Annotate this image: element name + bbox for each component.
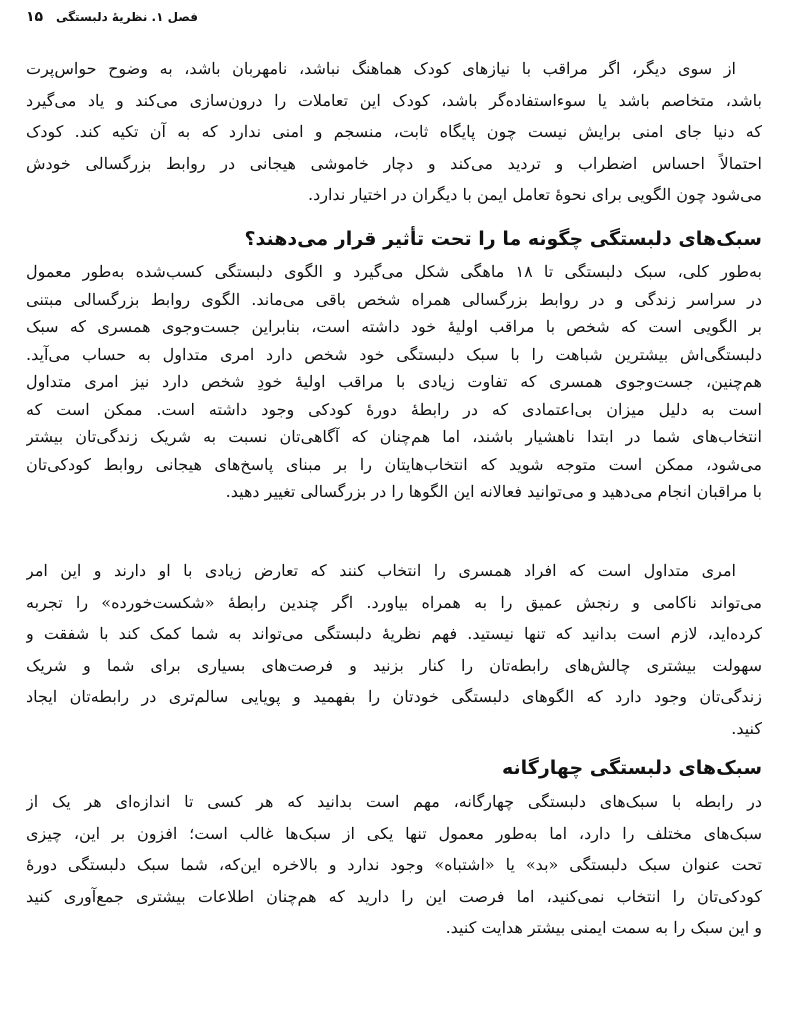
text-line: امری متداول است که افراد همسری را انتخاب کنند که تعارض زیادی با او دارند و این امر xyxy=(26,561,736,580)
text-line: در رابطه با سبک‌های دلبستگی چهارگانه، مهم است بدانید که هر کسی تا اندازه‌ای هر یک از xyxy=(26,792,762,811)
section-heading: سبک‌های دلبستگی چهارگانه xyxy=(502,757,762,779)
text-line: در سراسر زندگی و در روابط بزرگسالی همراه شخص باقی می‌ماند. الگوی روابط بزرگسالی مبتنی xyxy=(26,289,762,309)
section-heading: سبک‌های دلبستگی چگونه ما را تحت تأثیر قرار می‌دهند؟ xyxy=(244,228,762,250)
text-line: به‌طور کلی، سبک دلبستگی تا ۱۸ ماهگی شکل می‌گیرد و الگوی دلبستگی کسب‌شده به‌طور معمول xyxy=(26,262,762,281)
text-line: کنید. xyxy=(731,718,762,738)
text-line: از سوی دیگر، اگر مراقب با نیازهای کودک هماهنگ نباشد، نامهربان باشد، به وضوح حواس‌پرت xyxy=(26,59,736,78)
paragraph-1 xyxy=(26,53,762,211)
text-line: سهولت بیشتری چالش‌های رابطه‌تان را کنار بزنید و فرصت‌های بسیاری برای شما و شریک xyxy=(26,655,762,675)
text-line: هم‌چنین، جست‌وجوی همسری که تفاوت زیادی با مراقب اولیهٔ خودِ شخص دارد نیز امری متداول xyxy=(26,372,762,391)
text-line: می‌تواند ناکامی و رنجش عمیق را به همراه بیاورد. اگر چندین رابطهٔ «شکست‌خورده» را تجربه xyxy=(26,592,762,612)
text-line: سبک‌های مختلف را دارد، اما به‌طور معمول تنها یکی از سبک‌ها غالب است؛ افزون بر این، چیزی xyxy=(26,823,762,843)
text-line: زندگی‌تان وجود دارد که الگوهای دلبستگی خودتان را بفهمید و پویایی سالم‌تری در رابطه‌تان ایجاد xyxy=(26,687,762,706)
text-line: دلبستگی‌اش بیشترین شباهت را با سبک دلبستگی خود شخص دارد امری متداول به حساب می‌آید. xyxy=(26,344,762,364)
text-line: بر الگویی است که شخص با مراقب اولیهٔ خود داشته است، بنابراین جست‌وجوی همسری که سبک xyxy=(26,317,762,336)
text-line: تحت عنوان سبک دلبستگی «بد» یا «اشتباه» وجود ندارد و بالاخره این‌که، شما سبک دلبستگی دورهٔ xyxy=(26,855,762,874)
text-line: کودکی‌تان را انتخاب نمی‌کنید، اما فرصت این را دارید که هم‌چنان اطلاعات بیشتری جمع‌آوری کنید xyxy=(26,886,762,906)
paragraph-4 xyxy=(26,786,762,944)
text-line: باشد، متخاصم باشد یا سوءاستفاده‌گر باشد، کودک این تعاملات را درون‌سازی می‌کند و یاد می‌گیرد xyxy=(26,90,762,110)
text-line: که دنیا جای امنی برایش نیست چون پایگاه ثابت، منسجم و امنی ندارد که به آن تکیه کند. کودک xyxy=(26,122,762,141)
chapter-title: فصل ۱. نظریهٔ دلبستگی xyxy=(55,10,198,24)
text-line: است به دلیل میزان بی‌اعتمادی که در رابطهٔ دورهٔ کودکی وجود داشته است. ممکن است که xyxy=(26,399,762,419)
text-line: با مراقبان انجام می‌دهید و می‌توانید فعالانه این الگوها را در بزرگسالی تغییر دهید. xyxy=(225,482,762,501)
text-line: و این سبک را به سمت ایمنی بیشتر هدایت کنید. xyxy=(445,918,762,937)
text-line: احتمالاً احساس اضطراب و تردید می‌کند و دچار خاموشی هیجانی در روابط بزرگسالی خودش xyxy=(26,153,762,173)
text-line: انتخاب‌های شما در ابتدا ناهشیار باشند، اما هم‌چنان که آگاهی‌تان نسبت به شریک زندگی‌تان بیشتر xyxy=(26,427,762,446)
paragraph-3 xyxy=(26,555,762,744)
paragraph-2 xyxy=(26,258,762,506)
page-number: ۱۵ xyxy=(26,9,44,25)
text-line: کرده‌اید، لازم است بدانید که تنها نیستید. فهم نظریهٔ دلبستگی می‌تواند به شما کمک کند با شفقت و xyxy=(26,624,762,643)
running-header xyxy=(26,8,226,30)
text-line: می‌شود چون الگویی برای نحوهٔ تعامل ایمن با دیگران در اختیار ندارد. xyxy=(308,185,762,204)
text-line: می‌شود، ممکن است متوجه شوید که انتخاب‌هایتان را بر مبنای پاسخ‌های هیجانی روابط کودکی‌تان xyxy=(26,454,762,474)
